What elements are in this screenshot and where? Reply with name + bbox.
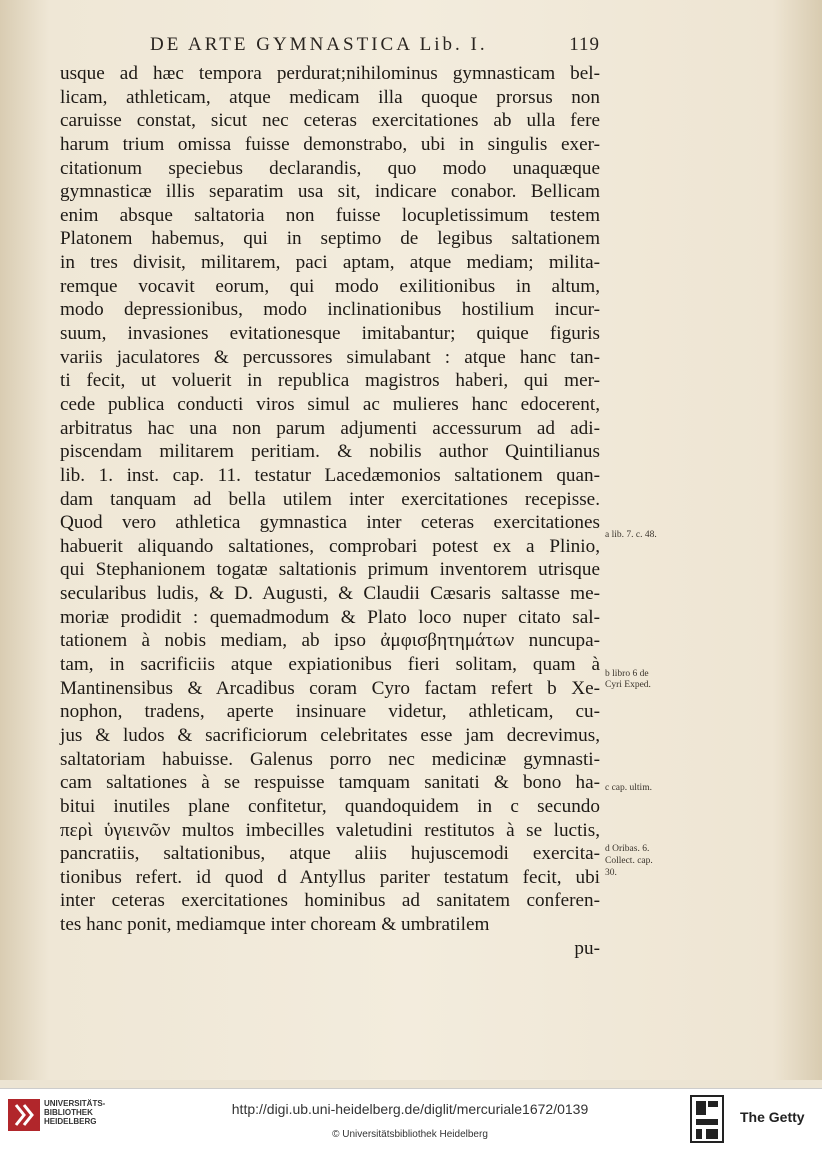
text-line: arbitratus hac una non parum adjumenti accessurum ad adi- <box>60 417 600 439</box>
getty-name: The Getty <box>740 1109 805 1125</box>
text-line: tionibus refert. id quod d Antyllus pariter testatum fecit, ubi <box>60 866 600 888</box>
text-line: tam, in sacrificiis atque expiationibus fieri solitam, quam à <box>60 654 600 676</box>
text-line: enim absque saltatoria non fuisse locupletissimum testem <box>60 204 600 226</box>
text-line: habuerit aliquando saltationes, comprobari potest ex a Plinio, <box>60 535 600 557</box>
text-line: cam saltationes à se respuisse tamquam sanitati & bono ha- <box>60 772 600 794</box>
text-line: jus & ludos & sacrificiorum celebritates esse jam decrevimus, <box>60 724 600 746</box>
text-line: Quod vero athletica gymnastica inter ceteras exercitationes <box>60 512 600 534</box>
text-line: lib. 1. inst. cap. 11. testatur Lacedæmonios saltationem quan- <box>60 464 600 486</box>
text-line: tationem à nobis mediam, ab ipso ἀμφισβητημάτων nuncupa- <box>60 630 600 652</box>
marginal-note: Collect. cap. <box>605 856 653 866</box>
text-line: remque vocavit eorum, qui modo exilitionibus in altum, <box>60 275 600 297</box>
text-line: dam tanquam ad bella utilem inter exercitationes recepisse. <box>60 488 600 510</box>
marginal-note: d Oribas. 6. <box>605 844 650 854</box>
text-line: cede publica conducti viros simul ac mulieres hanc edocerent, <box>60 393 600 415</box>
text-line: pancratiis, saltationibus, atque aliis hujuscemodi exercita- <box>60 843 600 865</box>
running-header <box>150 34 600 58</box>
text-line: περὶ ὑγιεινῶν multos imbecilles valetudini restitutos à se luctis, <box>60 819 600 841</box>
copyright-notice: © Universitätsbibliothek Heidelberg <box>332 1129 488 1140</box>
marginal-note: a lib. 7. c. 48. <box>605 530 657 540</box>
text-line: piscendam militarem peritiam. & nobilis author Quintilianus <box>60 441 600 463</box>
catchword: pu- <box>574 937 600 959</box>
text-line: modo depressionibus, modo inclinationibus hostilium incur- <box>60 299 600 321</box>
text-line: variis jaculatores & percussores simulabant : atque hanc tan- <box>60 346 600 368</box>
university-library-logo-icon <box>8 1099 40 1131</box>
marginal-note: 30. <box>605 868 617 878</box>
text-line: tes hanc ponit, mediamque inter choream & umbratilem <box>60 914 490 936</box>
text-line: usque ad hæc tempora perdurat;nihilominus gymnasticam bel- <box>60 63 600 84</box>
permalink-url[interactable]: http://digi.ub.uni-heidelberg.de/diglit/mercuriale1672/0139 <box>231 1101 589 1117</box>
marginal-note: c cap. ultim. <box>605 783 652 793</box>
text-line: in tres divisit, militarem, paci aptam, atque mediam; milita- <box>60 252 600 274</box>
text-line: qui Stephanionem togatæ saltationis primum inventorem utrisque <box>60 559 600 581</box>
getty-logo-icon <box>690 1095 724 1143</box>
text-line: Platonem habemus, qui in septimo de legibus saltationem <box>60 228 600 250</box>
text-line: Mantinensibus & Arcadibus coram Cyro factam refert b Xe- <box>60 677 600 699</box>
text-line: licam, athleticam, atque medicam illa quoque prorsus non <box>60 86 600 108</box>
marginal-note: Cyri Exped. <box>605 680 651 690</box>
text-line: gymnasticæ illis separatim usa sit, indicare conabor. Bellicam <box>60 181 600 203</box>
text-line: bitui inutiles plane confitetur, quandoquidem in c secundo <box>60 795 600 817</box>
marginal-note: b libro 6 de <box>605 669 649 679</box>
text-line: nophon, tradens, aperte insinuare videtur, athleticam, cu- <box>60 701 600 723</box>
main-text <box>60 62 600 960</box>
library-name: UNIVERSITÄTS- BIBLIOTHEK HEIDELBERG <box>44 1099 106 1126</box>
text-line: secularibus ludis, & D. Augusti, & Claudii Cæsaris saltasse me- <box>60 583 600 605</box>
text-line: caruisse constat, sicut nec ceteras exercitationes ab ulla fere <box>60 110 600 132</box>
text-line: saltatoriam habuisse. Galenus porro nec medicinæ gymnasti- <box>60 748 600 770</box>
text-line: citationum speciebus declarandis, quo modo unaquæque <box>60 157 600 179</box>
text-line: harum trium omissa fuisse demonstrabo, ubi in singulis exer- <box>60 133 600 155</box>
page-number: 119 <box>569 34 600 55</box>
text-line: moriæ prodidit : quemadmodum & Plato loco nuper citato sal- <box>60 606 600 628</box>
text-line: inter ceteras exercitationes hominibus ad sanitatem conferen- <box>60 890 600 912</box>
viewer-footer <box>0 1088 822 1150</box>
text-line: suum, invasiones evitationesque imitabantur; quique figuris <box>60 323 600 345</box>
running-title: DE ARTE GYMNASTICA Lib. I. <box>150 34 488 55</box>
text-line: ti fecit, ut voluerit in republica magistros haberi, qui mer- <box>60 370 600 392</box>
